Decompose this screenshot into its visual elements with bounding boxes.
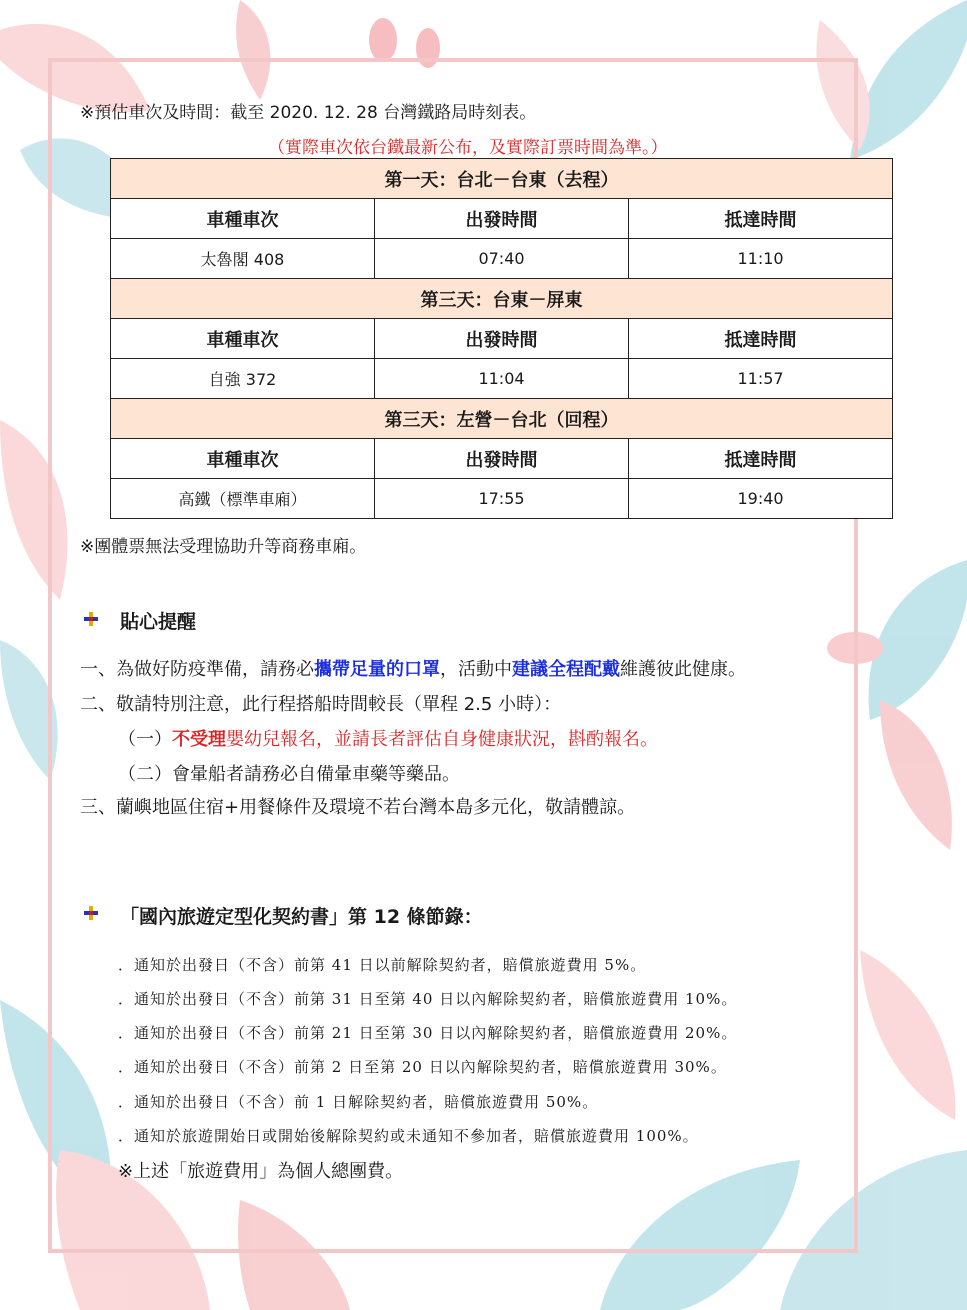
contract-clause: ．通知於出發日（不含）前第 31 日至第 40 日以內解除契約者，賠償旅遊費用 10%。 bbox=[118, 990, 738, 1008]
cell-arrival: 11:10 bbox=[629, 239, 893, 279]
section-title-day3-taitung-pingtung: 第三天：台東－屏東 bbox=[111, 279, 893, 319]
header-departure: 出發時間 bbox=[375, 319, 629, 359]
contract-clause: ．通知於出發日（不含）前 1 日解除契約者，賠償旅遊費用 50%。 bbox=[118, 1093, 599, 1111]
reminder-item-2-sub-2: （二）會暈船者請務必自備暈車藥等藥品。 bbox=[118, 764, 460, 785]
contract-footnote: ※上述「旅遊費用」為個人總團費。 bbox=[118, 1161, 404, 1182]
cell-train: 高鐵（標準車廂） bbox=[111, 479, 375, 519]
header-train: 車種車次 bbox=[111, 439, 375, 479]
cell-departure: 17:55 bbox=[375, 479, 629, 519]
reminder-item-2: 二、敬請特別注意，此行程搭船時間較長（單程 2.5 小時）： bbox=[80, 694, 562, 715]
reminder-1-prefix: 一、為做好防疫準備，請務必 bbox=[80, 659, 314, 680]
header-departure: 出發時間 bbox=[375, 439, 629, 479]
sub-1-prefix: （一） bbox=[118, 729, 172, 750]
section-title-day1-outbound: 第一天：台北－台東（去程） bbox=[111, 159, 893, 199]
cell-departure: 07:40 bbox=[375, 239, 629, 279]
bullet-icon bbox=[84, 906, 98, 920]
timetable-source-note: ※預估車次及時間：截至 2020. 12. 28 台灣鐵路局時刻表。 bbox=[80, 103, 537, 123]
contract-heading: 「國內旅遊定型化契約書」第 12 條節錄： bbox=[120, 906, 483, 928]
contract-clause: ．通知於出發日（不含）前第 2 日至第 20 日以內解除契約者，賠償旅遊費用 30%。 bbox=[118, 1058, 727, 1076]
reminder-1-mid: ，活動中 bbox=[440, 659, 512, 680]
section-title-day3-return: 第三天：左營－台北（回程） bbox=[111, 399, 893, 439]
header-arrival: 抵達時間 bbox=[629, 319, 893, 359]
cell-arrival: 19:40 bbox=[629, 479, 893, 519]
reminders-heading: 貼心提醒 bbox=[120, 611, 197, 633]
bullet-icon bbox=[84, 612, 98, 626]
cell-train: 太魯閣 408 bbox=[111, 239, 375, 279]
group-ticket-note: ※團體票無法受理協助升等商務車廂。 bbox=[80, 537, 367, 557]
reminder-1-emphasis-wear: 建議全程配戴 bbox=[512, 659, 620, 680]
header-arrival: 抵達時間 bbox=[629, 439, 893, 479]
sub-1-emphasis: 不受理 bbox=[172, 729, 226, 750]
reminder-item-3: 三、蘭嶼地區住宿+用餐條件及環境不若台灣本島多元化，敬請體諒。 bbox=[80, 797, 636, 818]
reminder-1-emphasis-mask: 攜帶足量的口罩 bbox=[314, 659, 440, 680]
header-arrival: 抵達時間 bbox=[629, 199, 893, 239]
disclaimer-note: （實際車次依台鐵最新公布，及實際訂票時間為準。） bbox=[268, 138, 668, 158]
header-train: 車種車次 bbox=[111, 319, 375, 359]
train-timetable bbox=[110, 158, 893, 519]
header-train: 車種車次 bbox=[111, 199, 375, 239]
contract-clause: ．通知於旅遊開始日或開始後解除契約或未通知不參加者，賠償旅遊費用 100%。 bbox=[118, 1127, 699, 1145]
cell-departure: 11:04 bbox=[375, 359, 629, 399]
contract-clause: ．通知於出發日（不含）前第 41 日以前解除契約者，賠償旅遊費用 5%。 bbox=[118, 956, 647, 974]
cell-train: 自強 372 bbox=[111, 359, 375, 399]
sub-1-suffix: 嬰幼兒報名，並請長者評估自身健康狀況，斟酌報名。 bbox=[226, 729, 658, 750]
cell-arrival: 11:57 bbox=[629, 359, 893, 399]
contract-clause: ．通知於出發日（不含）前第 21 日至第 30 日以內解除契約者，賠償旅遊費用 20%。 bbox=[118, 1024, 738, 1042]
reminder-item-2-sub-1 bbox=[118, 725, 658, 751]
reminder-item-1 bbox=[80, 655, 746, 681]
reminder-1-suffix: 維護彼此健康。 bbox=[620, 659, 746, 680]
header-departure: 出發時間 bbox=[375, 199, 629, 239]
